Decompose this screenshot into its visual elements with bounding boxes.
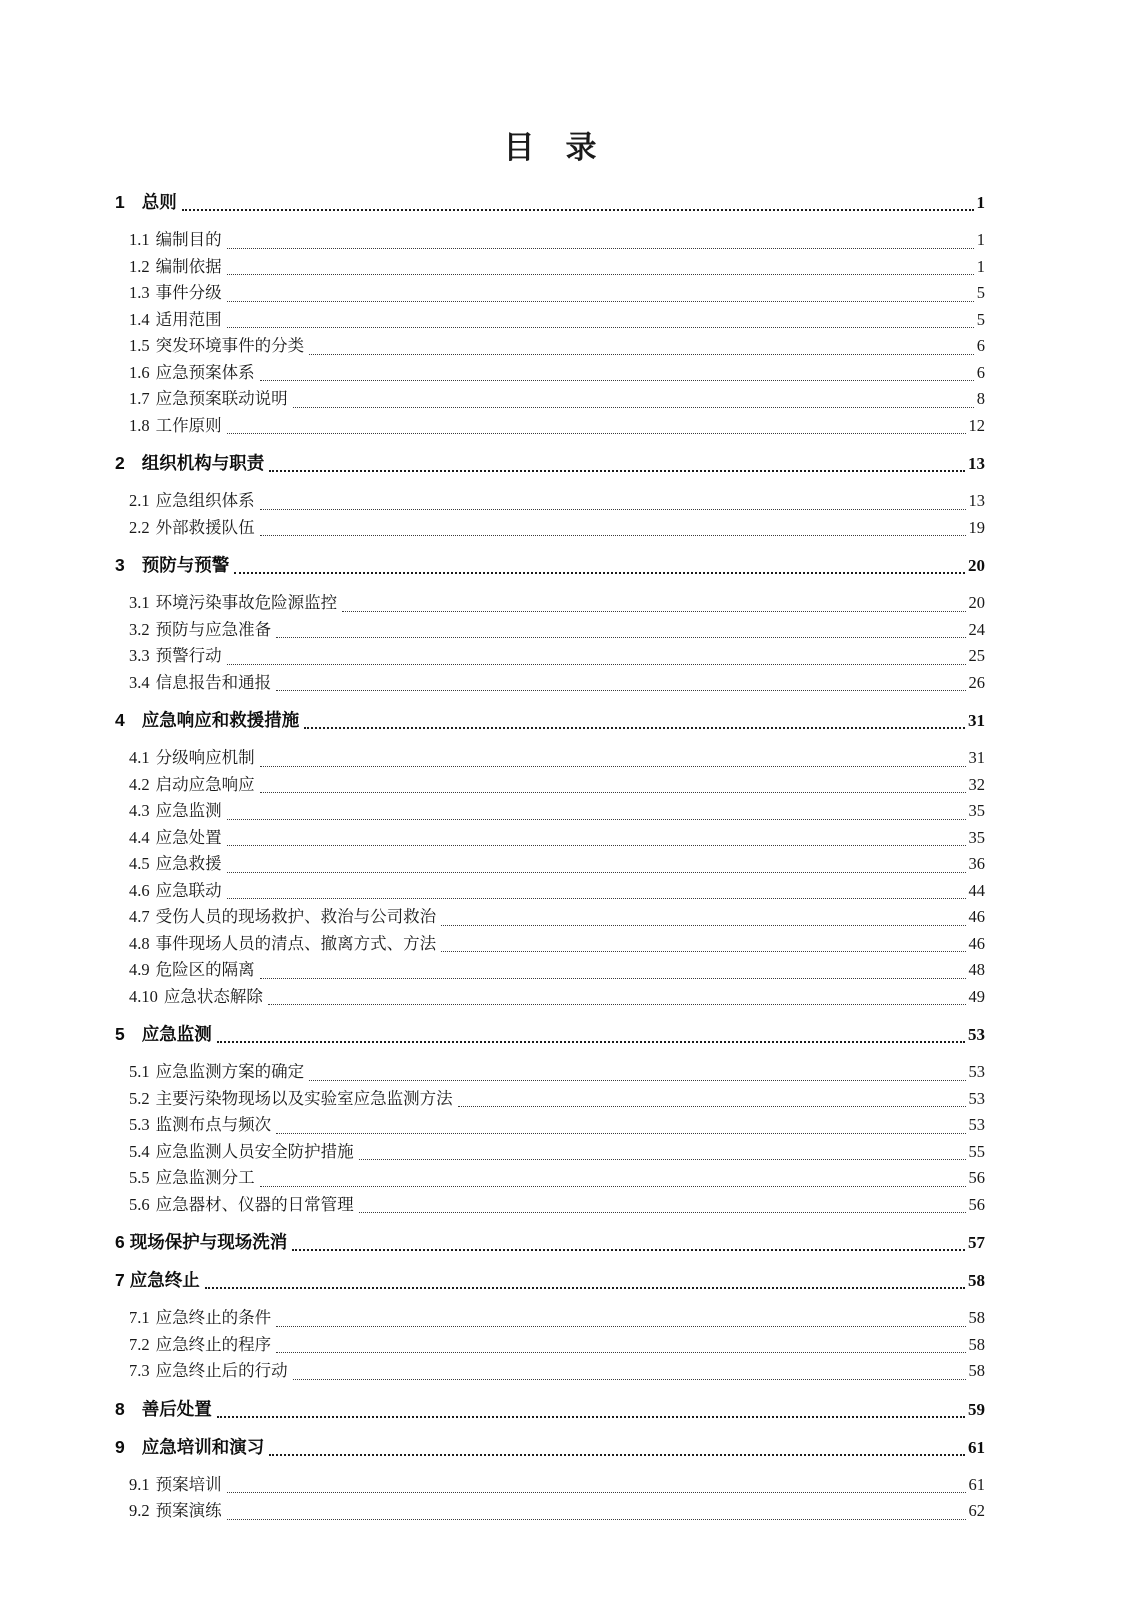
toc-entry[interactable] — [115, 1139, 985, 1166]
toc-entry-number: 3.4 — [129, 672, 150, 692]
dot-leader — [227, 301, 974, 302]
toc-entry-page: 53 — [968, 1115, 985, 1134]
toc-entry[interactable] — [115, 617, 985, 644]
toc-entry-title: 预防与预警 — [141, 555, 230, 575]
dot-leader — [359, 1159, 966, 1160]
dot-leader — [276, 1326, 965, 1327]
toc-entry[interactable] — [115, 957, 985, 984]
toc-entry-number: 3.1 — [129, 593, 150, 612]
toc-entry-page: 44 — [968, 880, 985, 900]
toc-entry-number: 3.3 — [129, 646, 150, 665]
toc-entry-number: 4.10 — [129, 986, 158, 1006]
toc-entry[interactable] — [115, 590, 985, 617]
toc-entry-title: 应急监测 — [141, 1024, 212, 1044]
toc-entry-page: 5 — [976, 309, 985, 329]
toc-entry-number: 5.6 — [129, 1194, 150, 1214]
toc-entry[interactable] — [115, 798, 985, 825]
dot-leader — [260, 978, 966, 979]
toc-entry-number: 1.1 — [129, 230, 150, 249]
toc-entry[interactable] — [115, 707, 985, 734]
toc-entry-title: 事件分级 — [155, 283, 222, 302]
toc-entry[interactable] — [115, 1086, 985, 1113]
toc-entry-number: 4.7 — [129, 907, 150, 926]
dot-leader — [227, 248, 974, 249]
dot-leader — [227, 845, 966, 846]
dot-leader — [276, 690, 965, 691]
toc-entry[interactable] — [115, 1498, 985, 1525]
toc-entry-number: 1.8 — [129, 415, 150, 435]
toc-entry[interactable] — [115, 189, 985, 216]
dot-leader — [227, 433, 966, 434]
dot-leader — [227, 664, 966, 665]
toc-entry-title: 监测布点与频次 — [155, 1115, 272, 1134]
toc-entry-page: 61 — [968, 1474, 985, 1494]
toc-entry[interactable] — [115, 1358, 985, 1385]
toc-entry[interactable] — [115, 227, 985, 254]
toc-entry-page: 58 — [968, 1361, 985, 1380]
dot-leader — [182, 209, 974, 211]
toc-entry[interactable] — [115, 307, 985, 334]
dot-leader — [227, 872, 966, 873]
toc-entry-title: 应急预案体系 — [155, 362, 255, 382]
toc-entry-title: 受伤人员的现场救护、救治与公司救治 — [155, 907, 437, 926]
toc-entry[interactable] — [115, 360, 985, 387]
toc-entry[interactable] — [115, 1021, 985, 1048]
dot-leader — [260, 535, 966, 536]
toc-entry-page: 1 — [976, 230, 985, 249]
toc-entry-number: 9.1 — [129, 1474, 150, 1494]
toc-entry-title: 突发环境事件的分类 — [155, 336, 305, 355]
toc-entry-number: 4.4 — [129, 827, 150, 847]
dot-leader — [227, 274, 974, 275]
toc-entry-title: 预案演练 — [155, 1501, 222, 1520]
toc-entry-number: 9 — [115, 1436, 125, 1457]
toc-entry-number: 1.4 — [129, 309, 150, 329]
toc-entry-page: 13 — [968, 454, 985, 473]
toc-entry-page: 19 — [968, 517, 985, 537]
toc-entry-page: 58 — [968, 1308, 985, 1327]
dot-leader — [309, 354, 974, 355]
dot-leader — [217, 1041, 965, 1043]
toc-entry-title: 预案培训 — [155, 1474, 222, 1494]
dot-leader — [260, 766, 966, 767]
toc-entry-page: 46 — [968, 933, 985, 953]
toc-entry[interactable] — [115, 1059, 985, 1086]
toc-entry[interactable] — [115, 1332, 985, 1359]
dot-leader — [260, 380, 974, 381]
toc-entry-title: 分级响应机制 — [155, 748, 255, 767]
toc-entry-page: 35 — [968, 801, 985, 820]
toc-entry-page: 20 — [968, 556, 985, 575]
toc-entry-title: 组织机构与职责 — [141, 453, 265, 473]
dot-leader — [217, 1416, 965, 1418]
toc-entry[interactable] — [115, 515, 985, 542]
toc-entry-title: 现场保护与现场洗消 — [129, 1232, 288, 1252]
toc-entry[interactable] — [115, 1229, 985, 1256]
toc-entry-page: 49 — [968, 986, 985, 1006]
toc-entry[interactable] — [115, 450, 985, 477]
toc-entry-title: 启动应急响应 — [155, 774, 255, 794]
toc-entry-number: 5 — [115, 1024, 125, 1044]
toc-entry-number: 1.2 — [129, 256, 150, 276]
toc-entry[interactable] — [115, 333, 985, 360]
toc-entry-number: 4.2 — [129, 774, 150, 794]
dot-leader — [260, 509, 966, 510]
toc-entry-page: 57 — [968, 1233, 985, 1252]
dot-leader — [268, 1004, 966, 1005]
toc-entry-title: 主要污染物现场以及实验室应急监测方法 — [155, 1088, 453, 1108]
toc-entry-title: 应急终止后的行动 — [155, 1361, 288, 1380]
toc-entry-number: 7 — [115, 1270, 125, 1290]
toc-entry-page: 62 — [968, 1501, 985, 1520]
toc-entry-title: 应急响应和救援措施 — [141, 710, 300, 730]
toc-entry-page: 56 — [968, 1168, 985, 1187]
toc-entry-number: 8 — [115, 1398, 125, 1419]
dot-leader — [260, 792, 966, 793]
toc-entry-title: 预警行动 — [155, 646, 222, 665]
dot-leader — [293, 1379, 966, 1380]
toc-entry-title: 应急处置 — [155, 827, 222, 847]
toc-entry[interactable] — [115, 280, 985, 307]
toc-entry-number: 4.5 — [129, 854, 150, 873]
toc-entry-title: 应急预案联动说明 — [155, 389, 288, 408]
dot-leader — [205, 1287, 965, 1289]
toc-entry-page: 20 — [968, 593, 985, 612]
dot-leader — [269, 470, 965, 472]
toc-entry-title: 应急监测分工 — [155, 1168, 255, 1187]
dot-leader — [309, 1080, 965, 1081]
toc-entry[interactable] — [115, 1112, 985, 1139]
toc-entry-number: 2.2 — [129, 517, 150, 537]
toc-entry-number: 1 — [115, 192, 125, 212]
toc-entry-number: 7.2 — [129, 1334, 150, 1354]
toc-entry-number: 6 — [115, 1232, 125, 1252]
toc-entry[interactable] — [115, 931, 985, 958]
toc-entry-number: 9.2 — [129, 1501, 150, 1520]
toc-entry[interactable] — [115, 1267, 985, 1294]
toc-entry-title: 应急器材、仪器的日常管理 — [155, 1194, 354, 1214]
toc-entry-page: 6 — [976, 336, 985, 355]
toc-entry[interactable] — [115, 878, 985, 905]
toc-entry[interactable] — [115, 1434, 985, 1461]
toc-entry-number: 5.4 — [129, 1141, 150, 1161]
toc-entry-number: 2 — [115, 453, 125, 473]
toc-entry-title: 应急培训和演习 — [141, 1436, 265, 1457]
toc-entry-number: 3 — [115, 555, 125, 575]
toc-entry-page: 12 — [968, 415, 985, 435]
dot-leader — [359, 1212, 966, 1213]
toc-entry-title: 编制目的 — [155, 230, 222, 249]
toc-entry-title: 编制依据 — [155, 256, 222, 276]
toc-entry-page: 59 — [968, 1399, 985, 1419]
toc-entry-number: 1.3 — [129, 283, 150, 302]
dot-leader — [292, 1249, 965, 1251]
toc-entry-title: 应急终止的条件 — [155, 1308, 272, 1327]
toc-entry-title: 应急监测 — [155, 801, 222, 820]
toc-entry-page: 1 — [976, 193, 985, 212]
dot-leader — [234, 572, 965, 574]
toc-entry-number: 7.3 — [129, 1361, 150, 1380]
toc-entry-page: 6 — [976, 362, 985, 382]
toc-entry-title: 应急救援 — [155, 854, 222, 873]
toc-entry-title: 环境污染事故危险源监控 — [155, 593, 338, 612]
dot-leader — [269, 1454, 965, 1456]
dot-leader — [276, 637, 965, 638]
toc-entry[interactable] — [115, 825, 985, 852]
toc-entry-title: 应急终止 — [129, 1270, 200, 1290]
toc-entry-page: 26 — [968, 672, 985, 692]
dot-leader — [227, 898, 966, 899]
toc-entry[interactable] — [115, 1165, 985, 1192]
toc-entry-number: 5.2 — [129, 1088, 150, 1108]
toc-entry[interactable] — [115, 254, 985, 281]
toc-entry-title: 应急终止的程序 — [155, 1334, 272, 1354]
dot-leader — [227, 1492, 966, 1493]
toc-entry-page: 53 — [968, 1025, 985, 1044]
dot-leader — [227, 1519, 966, 1520]
toc-entry[interactable] — [115, 904, 985, 931]
toc-entry-number: 1.6 — [129, 362, 150, 382]
toc-entry[interactable] — [115, 413, 985, 440]
toc-entry-number: 4.6 — [129, 880, 150, 900]
toc-entry-page: 24 — [968, 619, 985, 639]
toc-entry[interactable] — [115, 745, 985, 772]
toc-entry-title: 应急联动 — [155, 880, 222, 900]
toc-entry-page: 1 — [976, 256, 985, 276]
dot-leader — [441, 925, 965, 926]
toc-entry[interactable] — [115, 1472, 985, 1499]
toc-entry-page: 31 — [968, 711, 985, 730]
toc-entry-number: 4 — [115, 710, 125, 730]
toc-entry[interactable] — [115, 643, 985, 670]
toc-entry-page: 32 — [968, 774, 985, 794]
toc-entry-page: 46 — [968, 907, 985, 926]
toc-entry[interactable] — [115, 984, 985, 1011]
toc-entry-page: 8 — [976, 389, 985, 408]
toc-entry-title: 事件现场人员的清点、撤离方式、方法 — [155, 933, 437, 953]
toc-entry-page: 13 — [968, 491, 985, 510]
toc-entry-page: 53 — [968, 1088, 985, 1108]
toc-entry-title: 应急监测方案的确定 — [155, 1062, 305, 1081]
toc-entry-number: 1.5 — [129, 336, 150, 355]
toc-entry-page: 25 — [968, 646, 985, 665]
toc-entry-title: 适用范围 — [155, 309, 222, 329]
toc-entry[interactable] — [115, 488, 985, 515]
dot-leader — [227, 327, 974, 328]
toc-entry-number: 2.1 — [129, 491, 150, 510]
toc-entry-number: 5.1 — [129, 1062, 150, 1081]
toc-entry-title: 危险区的隔离 — [155, 960, 255, 979]
toc-entry-number: 3.2 — [129, 619, 150, 639]
toc-entry-page: 58 — [968, 1271, 985, 1290]
toc-entry[interactable] — [115, 1396, 985, 1423]
toc-entry[interactable] — [115, 670, 985, 697]
toc-entry-page: 5 — [976, 283, 985, 302]
toc-list — [115, 189, 985, 1525]
toc-entry-number: 1.7 — [129, 389, 150, 408]
dot-leader — [441, 951, 965, 952]
toc-entry-page: 48 — [968, 960, 985, 979]
toc-entry-title: 应急组织体系 — [155, 491, 255, 510]
dot-leader — [304, 727, 965, 729]
toc-entry-page: 56 — [968, 1194, 985, 1214]
toc-entry[interactable] — [115, 851, 985, 878]
toc-entry[interactable] — [115, 386, 985, 413]
toc-entry-number: 5.3 — [129, 1115, 150, 1134]
toc-entry-page: 53 — [968, 1062, 985, 1081]
dot-leader — [260, 1186, 966, 1187]
toc-entry-number: 7.1 — [129, 1308, 150, 1327]
toc-entry-number: 5.5 — [129, 1168, 150, 1187]
dot-leader — [227, 819, 966, 820]
toc-entry-number: 4.9 — [129, 960, 150, 979]
dot-leader — [276, 1352, 965, 1353]
toc-entry-title: 信息报告和通报 — [155, 672, 272, 692]
toc-entry-number: 4.8 — [129, 933, 150, 953]
toc-entry-title: 预防与应急准备 — [155, 619, 272, 639]
toc-entry[interactable] — [115, 1192, 985, 1219]
toc-entry-title: 总则 — [141, 192, 177, 212]
toc-title: 目 录 — [503, 130, 597, 165]
toc-entry-title: 应急监测人员安全防护措施 — [155, 1141, 354, 1161]
toc-entry[interactable] — [115, 552, 985, 579]
dot-leader — [458, 1106, 966, 1107]
toc-entry[interactable] — [115, 1305, 985, 1332]
dot-leader — [276, 1133, 965, 1134]
dot-leader — [342, 611, 965, 612]
toc-entry-title: 善后处置 — [141, 1398, 212, 1419]
toc-entry-number: 4.1 — [129, 748, 150, 767]
toc-entry-page: 31 — [968, 748, 985, 767]
dot-leader — [293, 407, 974, 408]
toc-entry[interactable] — [115, 772, 985, 799]
toc-entry-page: 61 — [968, 1437, 985, 1457]
toc-entry-page: 58 — [968, 1334, 985, 1354]
toc-entry-page: 35 — [968, 827, 985, 847]
toc-entry-page: 36 — [968, 854, 985, 873]
toc-entry-page: 55 — [968, 1141, 985, 1161]
toc-entry-title: 工作原则 — [155, 415, 222, 435]
toc-entry-title: 外部救援队伍 — [155, 517, 255, 537]
toc-entry-title: 应急状态解除 — [163, 986, 263, 1006]
toc-entry-number: 4.3 — [129, 801, 150, 820]
